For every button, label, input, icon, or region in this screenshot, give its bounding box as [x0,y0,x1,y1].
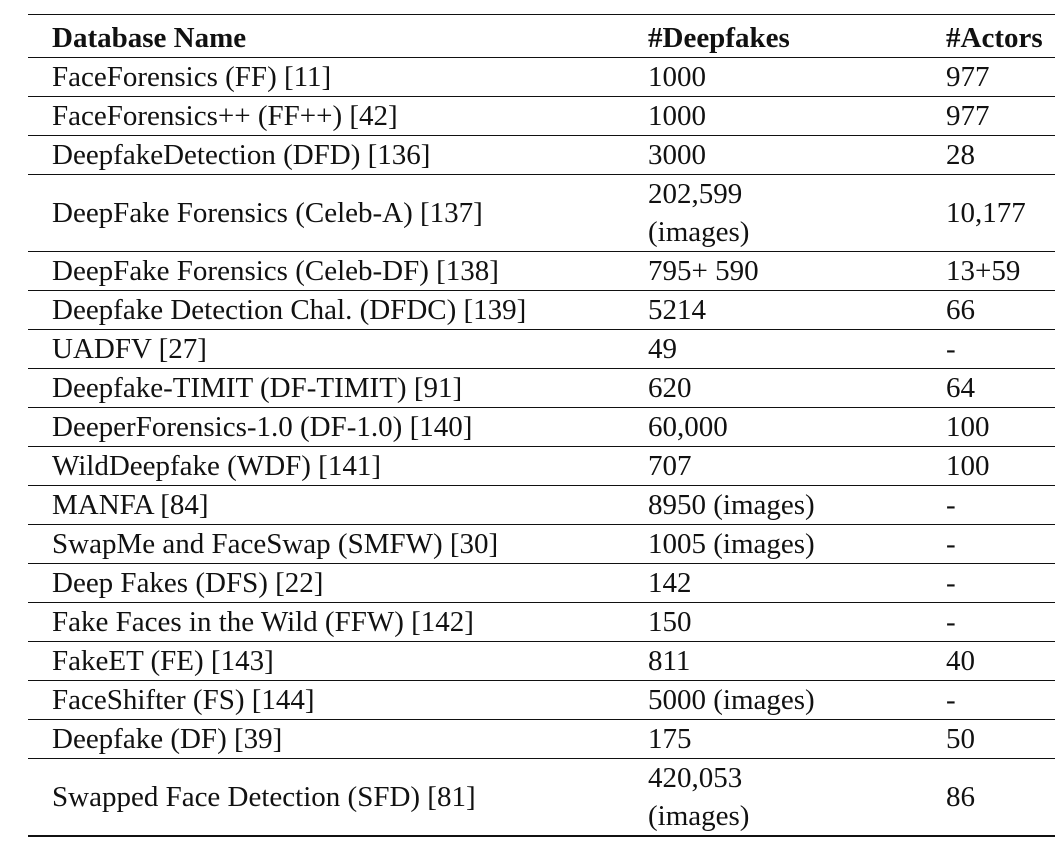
table-body [28,58,1055,837]
cell-actors: 40 [893,642,1055,681]
table-row [28,603,1055,642]
cell-actors: 66 [893,291,1055,330]
cell-database-name: SwapMe and FaceSwap (SMFW) [30] [28,525,618,564]
cell-database-name: Fake Faces in the Wild (FFW) [142] [28,603,618,642]
cell-deepfakes: 175 [618,720,893,759]
cell-database-name: DeepFake Forensics (Celeb-A) [137] [28,175,618,252]
table-row [28,564,1055,603]
cell-deepfakes: 3000 [618,136,893,175]
table-row [28,642,1055,681]
table-row [28,97,1055,136]
cell-actors: 100 [893,447,1055,486]
cell-database-name: FakeET (FE) [143] [28,642,618,681]
cell-deepfakes: 707 [618,447,893,486]
cell-database-name: Deep Fakes (DFS) [22] [28,564,618,603]
cell-actors: 50 [893,720,1055,759]
cell-actors: 28 [893,136,1055,175]
cell-database-name: FaceForensics++ (FF++) [42] [28,97,618,136]
cell-database-name: DeepfakeDetection (DFD) [136] [28,136,618,175]
cell-deepfakes: 1000 [618,97,893,136]
table-row [28,681,1055,720]
cell-actors: - [893,525,1055,564]
cell-deepfakes: 1005 (images) [618,525,893,564]
cell-deepfakes-text: 202,599 (images) [648,178,750,248]
cell-actors: 13+59 [893,252,1055,291]
cell-actors: - [893,330,1055,369]
cell-deepfakes: 5000 (images) [618,681,893,720]
header-row [28,15,1055,58]
table-row [28,447,1055,486]
cell-deepfakes: 620 [618,369,893,408]
cell-database-name: Deepfake Detection Chal. (DFDC) [139] [28,291,618,330]
table-row [28,408,1055,447]
cell-deepfakes-text: 420,053 (images) [648,762,750,832]
cell-deepfakes: 795+ 590 [618,252,893,291]
cell-actors: - [893,486,1055,525]
cell-database-name: Swapped Face Detection (SFD) [81] [28,759,618,837]
cell-deepfakes: 1000 [618,58,893,97]
cell-deepfakes: 8950 (images) [618,486,893,525]
cell-database-name: WildDeepfake (WDF) [141] [28,447,618,486]
cell-actors: 10,177 [893,175,1055,252]
table-row [28,759,1055,837]
cell-actors: 86 [893,759,1055,837]
cell-database-name: Deepfake-TIMIT (DF-TIMIT) [91] [28,369,618,408]
cell-actors: 977 [893,58,1055,97]
cell-deepfakes: 150 [618,603,893,642]
cell-deepfakes: 60,000 [618,408,893,447]
cell-database-name: Deepfake (DF) [39] [28,720,618,759]
cell-deepfakes: 811 [618,642,893,681]
table-row [28,369,1055,408]
table-row [28,175,1055,252]
cell-deepfakes [618,759,893,837]
header-database-name: Database Name [28,15,618,58]
database-table-container [28,10,1055,837]
cell-actors: 100 [893,408,1055,447]
cell-actors: - [893,681,1055,720]
table-row [28,525,1055,564]
cell-database-name: MANFA [84] [28,486,618,525]
cell-database-name: DeepFake Forensics (Celeb-DF) [138] [28,252,618,291]
cell-actors: - [893,564,1055,603]
table-row [28,252,1055,291]
header-actors: #Actors [893,15,1055,58]
table-row [28,330,1055,369]
header-deepfakes: #Deepfakes [618,15,893,58]
cell-deepfakes: 5214 [618,291,893,330]
table-row [28,58,1055,97]
cell-database-name: FaceShifter (FS) [144] [28,681,618,720]
cell-database-name: DeeperForensics-1.0 (DF-1.0) [140] [28,408,618,447]
table-row [28,486,1055,525]
table-row [28,136,1055,175]
cell-deepfakes: 49 [618,330,893,369]
cell-database-name: UADFV [27] [28,330,618,369]
cell-actors: 977 [893,97,1055,136]
cell-actors: - [893,603,1055,642]
cell-deepfakes: 142 [618,564,893,603]
table-header [28,10,1055,58]
table-row [28,291,1055,330]
database-table [28,10,1055,837]
cell-database-name: FaceForensics (FF) [11] [28,58,618,97]
table-row [28,720,1055,759]
cell-deepfakes [618,175,893,252]
cell-actors: 64 [893,369,1055,408]
